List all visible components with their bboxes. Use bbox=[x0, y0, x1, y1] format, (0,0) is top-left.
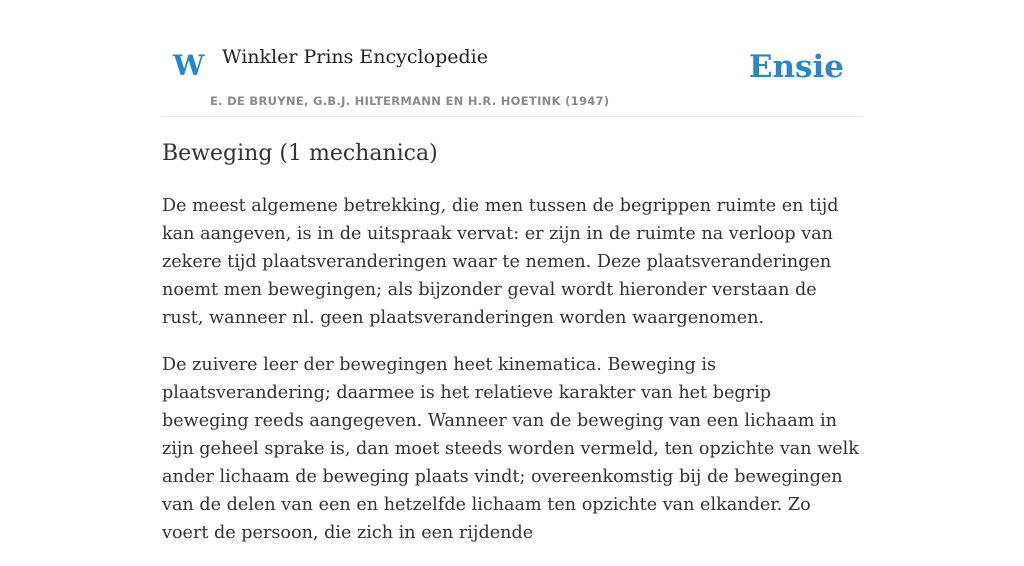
article-title: Beweging (1 mechanica) bbox=[162, 141, 438, 166]
site-title[interactable]: Winkler Prins Encyclopedie bbox=[222, 46, 488, 68]
site-header bbox=[162, 0, 862, 117]
winkler-prins-logo[interactable]: W bbox=[173, 49, 205, 82]
source-authors: E. DE BRUYNE, G.B.J. HILTERMANN EN H.R. HOETINK (1947) bbox=[210, 94, 610, 108]
article-paragraph: De zuivere leer der bewegingen heet kinematica. Beweging is plaatsverandering; daarmee is het relatieve karakter van het begrip beweging reeds aangegeven. Wanneer van de beweging van een lichaam in zijn geheel sprake is, dan moet steeds worden vermeld, ten opzichte van welk ander lichaam de beweging plaats vindt; overeenkomstig bij de bewegingen van de delen van een en hetzelfde lichaam ten opzichte van elkander. Zo voert de persoon, die zich in een rijdende bbox=[162, 355, 859, 543]
page bbox=[162, 0, 862, 543]
article-paragraph: De meest algemene betrekking, die men tussen de begrippen ruimte en tijd kan aangeven, is in de uitspraak vervat: er zijn in de ruimte na verloop van zekere tijd plaatsveranderingen waar te nemen. Deze plaatsveranderingen noemt men bewegingen; als bijzonder geval wordt hieronder verstaan de rust, wanneer nl. geen plaatsveranderingen worden waargenomen. bbox=[162, 196, 839, 328]
ensie-brand-logo[interactable]: Ensie bbox=[748, 49, 844, 85]
article-body bbox=[162, 192, 862, 566]
